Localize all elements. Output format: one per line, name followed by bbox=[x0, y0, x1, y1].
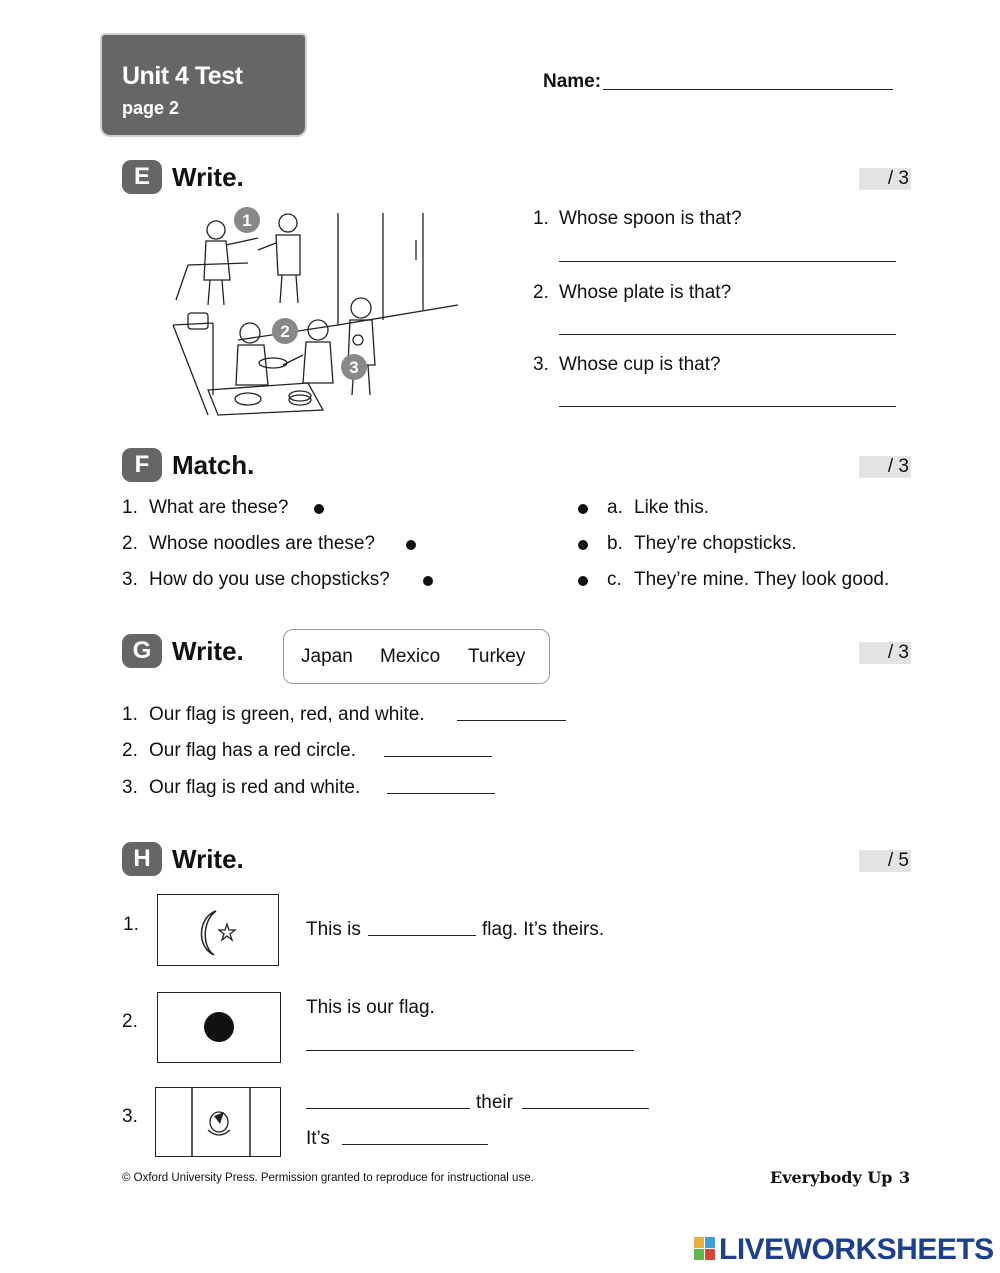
f-left-2-text: Whose noodles are these? bbox=[149, 533, 376, 554]
h-item3-answer-line-1[interactable] bbox=[306, 1108, 470, 1109]
h-item2-num: 2. bbox=[122, 1011, 138, 1032]
f-right-b-text: They’re chopsticks. bbox=[634, 533, 797, 554]
h-item3-its: It’s bbox=[306, 1128, 330, 1149]
e-answer-line-3[interactable] bbox=[559, 406, 896, 407]
page-label: page 2 bbox=[122, 98, 180, 118]
f-right-a-text: Like this. bbox=[634, 497, 709, 518]
h-item2-text: This is our flag. bbox=[306, 997, 435, 1018]
word-bank-japan: Japan bbox=[301, 646, 353, 667]
name-label: Name: bbox=[543, 71, 602, 92]
section-h-title: Write. bbox=[172, 844, 244, 874]
f-left-3-num: 3. bbox=[122, 569, 138, 590]
f-right-b-num: b. bbox=[607, 533, 623, 554]
section-g-badge: G bbox=[122, 634, 162, 668]
kitchen-illustration bbox=[168, 205, 468, 417]
page-number: 3 bbox=[899, 1168, 911, 1187]
word-bank-mexico: Mexico bbox=[380, 646, 441, 667]
e-answer-line-2[interactable] bbox=[559, 334, 896, 335]
f-left-3-dot[interactable] bbox=[423, 576, 433, 586]
f-left-2-num: 2. bbox=[122, 533, 138, 554]
h-item2-answer-line[interactable] bbox=[306, 1050, 634, 1051]
e-q3-num: 3. bbox=[533, 354, 549, 375]
section-e-title: Write. bbox=[172, 162, 244, 192]
f-right-a-dot[interactable] bbox=[578, 504, 588, 514]
japan-flag-image bbox=[157, 992, 281, 1063]
name-input-line[interactable] bbox=[603, 89, 893, 90]
f-right-c-text: They’re mine. They look good. bbox=[634, 569, 890, 590]
h-item1-text-after: flag. It’s theirs. bbox=[482, 919, 605, 940]
h-item3-num: 3. bbox=[122, 1106, 138, 1127]
f-right-c-dot[interactable] bbox=[578, 576, 588, 586]
brand-name: Everybody Up bbox=[770, 1168, 893, 1187]
copyright-notice: © Oxford University Press. Permission granted to reproduce for instructional use. bbox=[122, 1172, 534, 1184]
unit-title: Unit 4 Test bbox=[122, 62, 243, 90]
word-bank-turkey: Turkey bbox=[468, 646, 526, 667]
liveworksheets-logo-icon bbox=[694, 1237, 716, 1261]
turkey-flag-image bbox=[157, 894, 279, 966]
section-f-title: Match. bbox=[172, 450, 255, 480]
callout-1: 1 bbox=[242, 211, 252, 230]
h-item1-answer-line[interactable] bbox=[368, 935, 476, 936]
g-answer-line-1[interactable] bbox=[457, 720, 566, 721]
g-q1-text: Our flag is green, red, and white. bbox=[149, 704, 425, 725]
mexico-flag-image bbox=[155, 1087, 281, 1157]
f-left-2-dot[interactable] bbox=[406, 540, 416, 550]
h-item1-num: 1. bbox=[123, 914, 139, 935]
e-answer-line-1[interactable] bbox=[559, 261, 896, 262]
f-left-3-text: How do you use chopsticks? bbox=[149, 569, 390, 590]
g-q1-num: 1. bbox=[122, 704, 138, 725]
section-h-score: / 5 bbox=[859, 850, 911, 872]
callout-3: 3 bbox=[349, 358, 359, 377]
section-f-score: / 3 bbox=[859, 456, 911, 478]
g-answer-line-3[interactable] bbox=[387, 793, 495, 794]
callout-2: 2 bbox=[280, 322, 290, 341]
g-q2-num: 2. bbox=[122, 740, 138, 761]
f-left-1-text: What are these? bbox=[149, 497, 289, 518]
h-item3-mid-word: their bbox=[476, 1092, 513, 1113]
f-left-1-dot[interactable] bbox=[314, 504, 324, 514]
section-h-badge: H bbox=[122, 842, 162, 876]
section-e-badge: E bbox=[122, 160, 162, 194]
f-right-b-dot[interactable] bbox=[578, 540, 588, 550]
section-e-score: / 3 bbox=[859, 168, 911, 190]
g-answer-line-2[interactable] bbox=[384, 756, 492, 757]
h-item3-answer-line-2[interactable] bbox=[522, 1108, 649, 1109]
section-f-badge: F bbox=[122, 448, 162, 482]
f-right-a-num: a. bbox=[607, 497, 623, 518]
section-g-title: Write. bbox=[172, 636, 244, 666]
f-left-1-num: 1. bbox=[122, 497, 138, 518]
f-right-c-num: c. bbox=[607, 569, 622, 590]
g-q3-num: 3. bbox=[122, 777, 138, 798]
g-q3-text: Our flag is red and white. bbox=[149, 777, 361, 798]
section-g-score: / 3 bbox=[859, 642, 911, 664]
liveworksheets-watermark[interactable]: LIVEWORKSHEETS bbox=[719, 1233, 994, 1266]
e-q2-text: Whose plate is that? bbox=[559, 282, 732, 303]
g-q2-text: Our flag has a red circle. bbox=[149, 740, 356, 761]
e-q1-num: 1. bbox=[533, 208, 549, 229]
h-item3-answer-line-3[interactable] bbox=[342, 1144, 488, 1145]
e-q1-text: Whose spoon is that? bbox=[559, 208, 742, 229]
h-item1-text-before: This is bbox=[306, 919, 361, 940]
picture-callouts bbox=[234, 207, 367, 380]
e-q3-text: Whose cup is that? bbox=[559, 354, 721, 375]
e-q2-num: 2. bbox=[533, 282, 549, 303]
